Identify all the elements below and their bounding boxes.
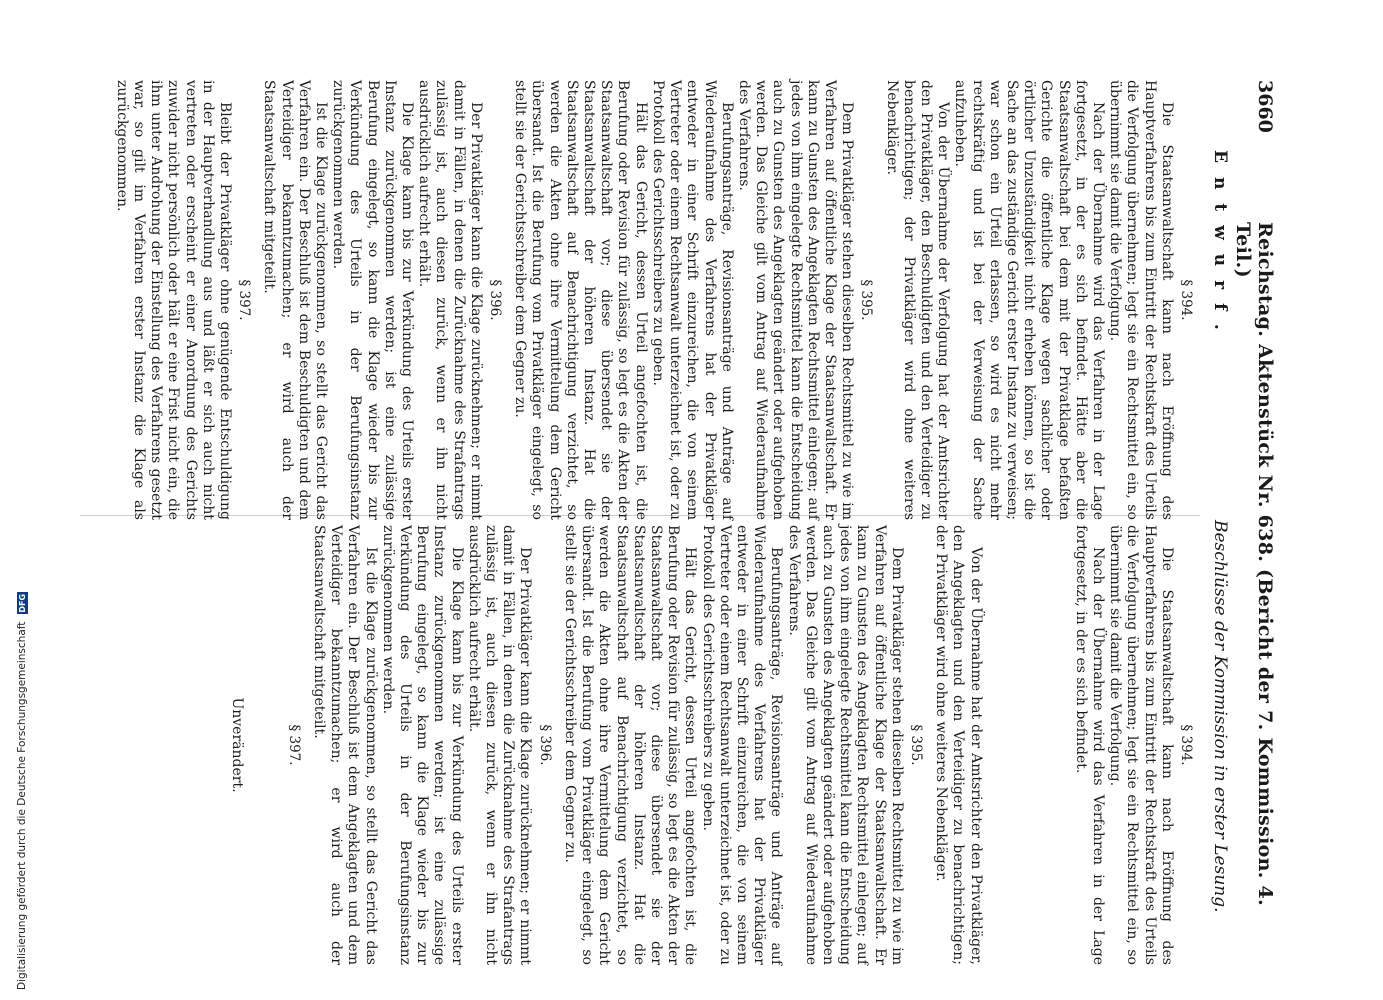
paragraph: Ist die Klage zurückgenommen, so stellt das Gericht das Verfahren ein. Der Beschluß ist dem Angeklagten und dem Verteidiger bekanntzumachen; er wird auch der Staatsanwaltschaft mitgeteilt. (311, 525, 379, 965)
left-column-heading: Entwurf. (1210, 150, 1230, 344)
section-title: § 397. (236, 279, 253, 321)
paragraph: Hält das Gericht, dessen Urteil angefochten ist, die Berufung oder Revision für zulässig, so legt es die Akten der Staatsanwaltschaft vor; diese übersendet sie der Staatsanwaltschaft der höheren Instanz. Hat die Staatsanwaltschaft auf Benachrichtigung verzichtet, so werden die Akten ohne ihre Vermittelung dem Gericht übersandt. Ist die Berufung vom Privatkläger eingelegt, so stellt sie der Gerichtsschreiber dem Gegner zu. (512, 80, 649, 520)
section-title: § 397. (285, 724, 302, 766)
paragraph: Die Staatsanwaltschaft kann nach Eröffnung des Hauptverfahrens bis zum Eintritt der Rechtskraft des Urteils die Verfolgung übernehmen; legt sie ein Rechtsmittel ein, so übernimmt sie damit die Verfolgung. (1107, 80, 1175, 520)
paragraph: Nach der Übernahme wird das Verfahren in der Lage fortgesetzt, in der es sich befindet. (1072, 525, 1106, 965)
resolutions-column (167, 525, 1202, 965)
section-title: § 394. (1178, 279, 1194, 321)
document-page (50, 0, 1290, 1000)
paragraph: Dem Privatkläger stehen dieselben Rechtsmittel zu wie im Verfahren auf öffentliche Klage der Staatsanwaltschaft. Er kann zu Gunsten des Angeklagten Rechtsmittel einlegen; auf jedes von ihm eingelegte Rechtsmittel kann die Entscheidung auch zu Gunsten des Angeklagten geändert oder aufgehoben werden. Das Gleiche gilt vom Antrag auf Wiederaufnahme des Verfahrens. (785, 525, 905, 965)
paragraph: Von der Übernahme der Verfolgung hat der Amtsrichter den Privatkläger, den Beschuldigten und den Verteidiger zu benachrichtigen; der Privatkläger wird ohne weiteres Nebenkläger. (883, 80, 952, 520)
paragraph: Berufungsanträge, Revisionsanträge und Anträge auf Wiederaufnahme des Verfahrens hat der Privatkläger entweder in einer Schrift einzureichen, die von seinem Vertreter oder einem Rechtsanwalt unterzeichnet ist, oder zu Protokoll des Gerichtsschreibers zu geben. (699, 525, 785, 965)
section-title: § 395. (907, 724, 924, 766)
page-header (1232, 72, 1276, 952)
paragraph: Die Klage kann bis zur Verkündung des Urteils erster Instanz zurückgenommen werden; ist eine zulässige Berufung eingelegt, so kann die Klage wieder bis zur Verkündung des Urteils in der Berufungsinstanz zurückgenommen werden. (330, 80, 416, 520)
credit-text: Digitalisierung gefördert durch die Deutsche Forschungsgemeinschaft (16, 621, 28, 990)
page-number: 3660 (1254, 80, 1276, 133)
paragraph: Ist die Klage zurückgenommen, so stellt das Gericht das Verfahren ein. Der Beschluß ist dem Beschuldigten und dem Verteidiger bekanntzumachen; er wird auch der Staatsanwaltschaft mitgeteilt. (261, 80, 330, 520)
section-title: § 396. (536, 724, 553, 766)
digitization-credit (16, 592, 28, 990)
running-title: Reichstag. Aktenstück Nr. 638. (Bericht der 7. Kommission. 4. Teil.) (1232, 222, 1276, 906)
paragraph: Der Privatkläger kann die Klage zurücknehmen; er nimmt damit in Fällen, in denen die Zurücknahme des Strafantrags zulässig ist, auch diesen zurück, wenn er ihn nicht ausdrücklich aufrecht erhält. (465, 525, 534, 965)
right-column-heading: Beschlüsse der Kommission in erster Lesung. (1210, 520, 1230, 913)
paragraph: Von der Übernahme hat der Amtsrichter den Privatkläger, den Angeklagten und den Verteidiger zu benachrichtigen; der Privatkläger wird ohne weiteres Nebenkläger. (933, 525, 984, 965)
draft-column (113, 80, 1202, 520)
paragraph: Die Klage kann bis zur Verkündung des Urteils erster Instanz zurückgenommen werden; ist eine zulässige Berufung eingelegt, so kann die Klage wieder bis zur Verkündung des Urteils in der Berufungsinstanz zurückgenommen werden. (379, 525, 465, 965)
section-title: § 395. (858, 279, 875, 321)
paragraph: Berufungsanträge, Revisionsanträge und Anträge auf Wiederaufnahme des Verfahrens hat der Privatkläger entweder in einer Schrift einzureichen, die von seinem Vertreter oder einem Rechtsanwalt unterzeichnet ist, oder zu Protokoll des Gerichtsschreibers zu geben. (649, 80, 735, 520)
paragraph: Hält das Gericht, dessen Urteil angefochten ist, die Berufung oder Revision für zulässig, so legt es die Akten der Staatsanwaltschaft vor; diese übersendet sie der Staatsanwaltschaft der höheren Instanz. Hat die Staatsanwaltschaft auf Benachrichtigung verzichtet, so werden die Akten ohne ihre Vermittelung dem Gericht übersandt. Ist die Berufung vom Privatkläger eingelegt, so stellt sie der Gerichtsschreiber dem Gegner zu. (561, 525, 699, 965)
paragraph: Dem Privatkläger stehen dieselben Rechtsmittel zu wie im Verfahren auf öffentliche Klage der Staatsanwaltschaft. Er kann zu Gunsten des Angeklagten Rechtsmittel einlegen; auf jedes von ihm eingelegte Rechtsmittel kann die Entscheidung auch zu Gunsten des Angeklagten geändert oder aufgehoben werden. Das Gleiche gilt vom Antrag auf Wiederaufnahme des Verfahrens. (735, 80, 856, 520)
dfg-logo: DFG (17, 593, 27, 613)
section-title: § 394. (1178, 724, 1194, 766)
paragraph: Der Privatkläger kann die Klage zurücknehmen; er nimmt damit in Fällen, in denen die Zurücknahme des Strafantrags zulässig ist, auch diesen zurück, wenn er ihn nicht ausdrücklich aufrecht erhält. (416, 80, 484, 520)
section-title: § 396. (487, 279, 504, 321)
paragraph: Die Staatsanwaltschaft kann nach Eröffnung des Hauptverfahrens bis zum Eintritt der Rechtskraft des Urteils die Verfolgung übernehmen; legt sie ein Rechtsmittel ein, so übernimmt sie damit die Verfolgung. (1107, 525, 1175, 965)
paragraph: Nach der Übernahme wird das Verfahren in der Lage fortgesetzt, in der es sich befindet. Hätte aber die Staatsanwaltschaft bei dem mit der Privatklage befaßten Gerichte die öffentliche Klage wegen sachlicher oder örtlicher Unzuständigkeit nicht erheben können, so ist die Sache an das zuständige Gericht erster Instanz zu verweisen; war schon ein Urteil erlassen, so wird es nicht mehr rechtskräftig und ist bei der Verweisung der Sache aufzuheben. (952, 80, 1106, 520)
paragraph: Bleibt der Privatkläger ohne genügende Entschuldigung in der Hauptverhandlung aus und läßt er sich auch nicht vertreten oder erscheint er einer Anordnung des Gerichts zuwider nicht persönlich oder hält er eine Frist nicht ein, die ihm unter Androhung der Einstellung des Verfahrens gesetzt war, so gilt im Verfahren erster Instanz die Klage als zurückgenommen. (113, 80, 234, 520)
unchanged-note: Unverändert. (228, 697, 245, 793)
